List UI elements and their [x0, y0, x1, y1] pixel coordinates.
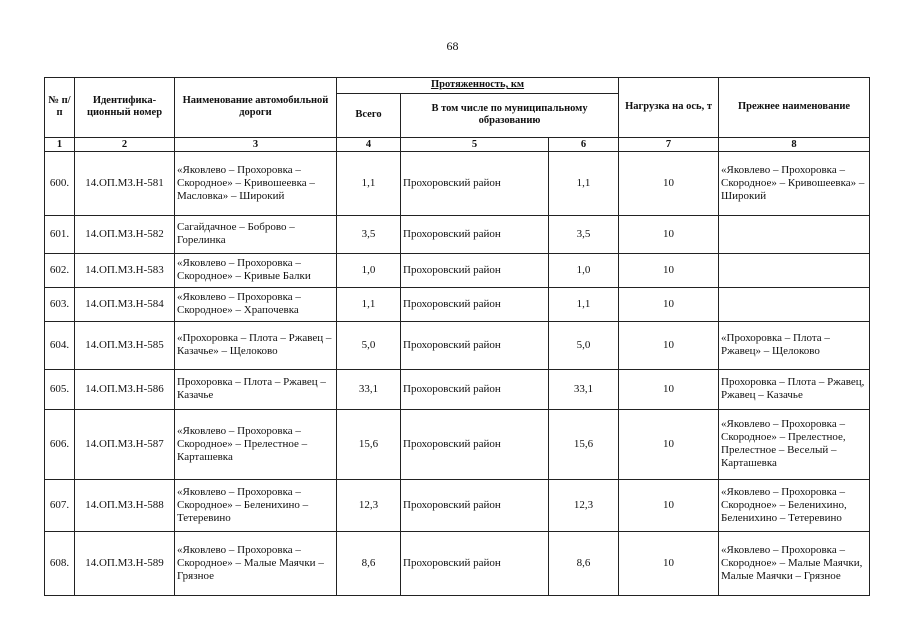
header-total: Всего: [337, 93, 401, 137]
row-number: 604.: [45, 321, 75, 369]
former-name: «Яковлево – Прохоровка – Скородное» – Малые Маячки, Малые Маячки – Грязное: [719, 531, 870, 595]
municipal-district: Прохоровский район: [401, 321, 549, 369]
row-number: 603.: [45, 287, 75, 321]
former-name: «Яковлево – Прохоровка – Скородное» – Беленихино, Беленихино – Тетеревино: [719, 479, 870, 531]
row-number: 605.: [45, 369, 75, 409]
axle-load: 10: [619, 321, 719, 369]
road-name: «Яковлево – Прохоровка – Скородное» – Беленихино – Тетеревино: [175, 479, 337, 531]
municipal-district: Прохоровский район: [401, 409, 549, 479]
column-number-row: [45, 137, 870, 151]
axle-load: 10: [619, 531, 719, 595]
column-number: 8: [719, 137, 870, 151]
length-total: 12,3: [337, 479, 401, 531]
length-total: 1,1: [337, 287, 401, 321]
length-total: 5,0: [337, 321, 401, 369]
road-name: «Прохоровка – Плота – Ржавец – Казачье» – Щелоково: [175, 321, 337, 369]
table-row: [45, 409, 870, 479]
axle-load: 10: [619, 369, 719, 409]
header-id: Идентифика-ционный номер: [75, 78, 175, 138]
table-row: [45, 321, 870, 369]
municipal-district: Прохоровский район: [401, 253, 549, 287]
page-number: 68: [446, 39, 459, 53]
length-district: 1,1: [549, 287, 619, 321]
length-district: 15,6: [549, 409, 619, 479]
column-number: 2: [75, 137, 175, 151]
header-num: № п/п: [45, 78, 75, 138]
former-name: Прохоровка – Плота – Ржавец, Ржавец – Казачье: [719, 369, 870, 409]
road-name: Прохоровка – Плота – Ржавец – Казачье: [175, 369, 337, 409]
road-id: 14.ОП.МЗ.Н-584: [75, 287, 175, 321]
road-name: «Яковлево – Прохоровка – Скородное» – Малые Маячки – Грязное: [175, 531, 337, 595]
length-district: 5,0: [549, 321, 619, 369]
row-number: 601.: [45, 215, 75, 253]
municipal-district: Прохоровский район: [401, 369, 549, 409]
row-number: 600.: [45, 151, 75, 215]
table-row: [45, 531, 870, 595]
axle-load: 10: [619, 479, 719, 531]
header-including: В том числе по муниципальному образованию: [401, 93, 619, 137]
length-total: 8,6: [337, 531, 401, 595]
column-number: 1: [45, 137, 75, 151]
table-row: [45, 369, 870, 409]
table-row: [45, 479, 870, 531]
axle-load: 10: [619, 253, 719, 287]
axle-load: 10: [619, 409, 719, 479]
roads-table: [44, 77, 870, 596]
former-name: «Яковлево – Прохоровка – Скородное» – Прелестное, Прелестное – Веселый – Карташевка: [719, 409, 870, 479]
length-total: 1,0: [337, 253, 401, 287]
table-row: [45, 287, 870, 321]
road-id: 14.ОП.МЗ.Н-585: [75, 321, 175, 369]
former-name: [719, 253, 870, 287]
column-number: 6: [549, 137, 619, 151]
length-total: 1,1: [337, 151, 401, 215]
road-id: 14.ОП.МЗ.Н-589: [75, 531, 175, 595]
municipal-district: Прохоровский район: [401, 479, 549, 531]
road-name: «Яковлево – Прохоровка – Скородное» – Кривые Балки: [175, 253, 337, 287]
municipal-district: Прохоровский район: [401, 287, 549, 321]
column-number: 3: [175, 137, 337, 151]
column-number: 7: [619, 137, 719, 151]
table-row: [45, 151, 870, 215]
municipal-district: Прохоровский район: [401, 151, 549, 215]
axle-load: 10: [619, 215, 719, 253]
column-number: 5: [401, 137, 549, 151]
axle-load: 10: [619, 287, 719, 321]
row-number: 608.: [45, 531, 75, 595]
road-id: 14.ОП.МЗ.Н-588: [75, 479, 175, 531]
length-district: 12,3: [549, 479, 619, 531]
length-district: 1,1: [549, 151, 619, 215]
former-name: [719, 287, 870, 321]
column-number: 4: [337, 137, 401, 151]
municipal-district: Прохоровский район: [401, 215, 549, 253]
length-district: 8,6: [549, 531, 619, 595]
road-name: «Яковлево – Прохоровка – Скородное» – Прелестное – Карташевка: [175, 409, 337, 479]
table-row: [45, 253, 870, 287]
former-name: [719, 215, 870, 253]
length-district: 33,1: [549, 369, 619, 409]
road-id: 14.ОП.МЗ.Н-587: [75, 409, 175, 479]
header-former-name: Прежнее наименование: [719, 78, 870, 138]
road-name: «Яковлево – Прохоровка – Скородное» – Кривошеевка – Масловка» – Широкий: [175, 151, 337, 215]
table-row: [45, 215, 870, 253]
length-total: 33,1: [337, 369, 401, 409]
header-length-group: Протяженность, км: [337, 78, 619, 94]
length-total: 3,5: [337, 215, 401, 253]
former-name: «Яковлево – Прохоровка – Скородное» – Кривошеевка» – Широкий: [719, 151, 870, 215]
length-district: 1,0: [549, 253, 619, 287]
road-id: 14.ОП.МЗ.Н-582: [75, 215, 175, 253]
header-load: Нагрузка на ось, т: [619, 78, 719, 138]
header-name: Наименование автомобильной дороги: [175, 78, 337, 138]
former-name: «Прохоровка – Плота – Ржавец» – Щелоково: [719, 321, 870, 369]
row-number: 602.: [45, 253, 75, 287]
road-name: «Яковлево – Прохоровка – Скородное» – Храпочевка: [175, 287, 337, 321]
axle-load: 10: [619, 151, 719, 215]
road-id: 14.ОП.МЗ.Н-581: [75, 151, 175, 215]
length-district: 3,5: [549, 215, 619, 253]
road-id: 14.ОП.МЗ.Н-583: [75, 253, 175, 287]
road-name: Сагайдачное – Боброво – Горелинка: [175, 215, 337, 253]
row-number: 606.: [45, 409, 75, 479]
municipal-district: Прохоровский район: [401, 531, 549, 595]
road-id: 14.ОП.МЗ.Н-586: [75, 369, 175, 409]
length-total: 15,6: [337, 409, 401, 479]
row-number: 607.: [45, 479, 75, 531]
